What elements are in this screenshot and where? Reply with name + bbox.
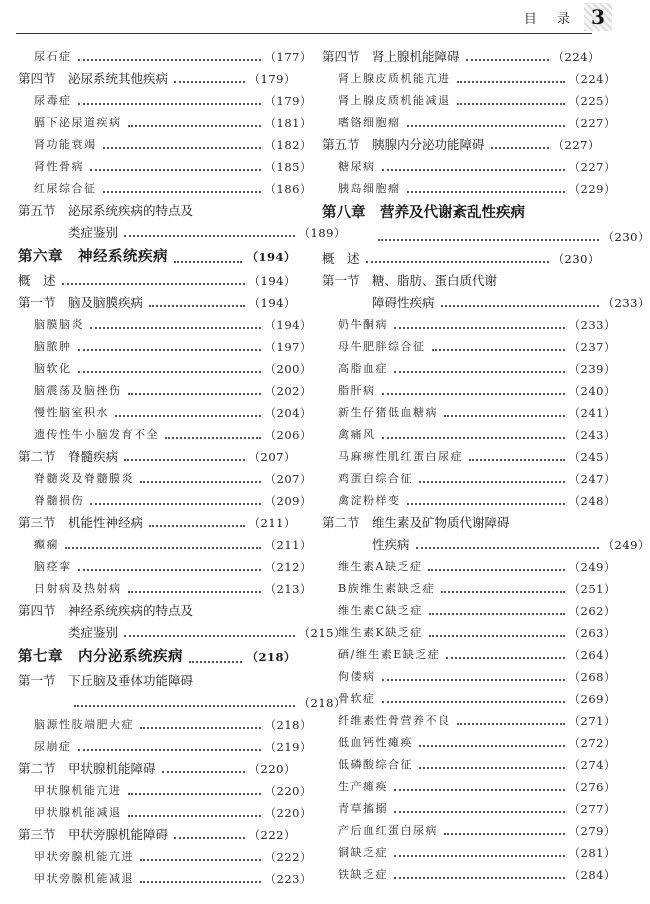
toc-section-heading: 第五节 泌尿系统疾病的特点及 [18, 203, 194, 218]
entry-title: 禽淀粉样变 [338, 494, 401, 507]
entry-page-number: （269） [568, 692, 616, 706]
dot-leader [407, 191, 565, 193]
entry-page-number: （281） [568, 846, 616, 860]
entry-title: 肾性骨病 [34, 160, 84, 173]
dot-leader [90, 169, 261, 171]
entry-title: 障碍性疾病 [372, 295, 435, 310]
dot-leader [78, 103, 261, 105]
toc-section-continuation [322, 226, 650, 248]
dot-leader [140, 481, 261, 483]
toc-section-heading: 第一节 下丘脑及垂体功能障碍 [18, 673, 194, 688]
entry-page-number: （185） [264, 160, 312, 174]
toc-disease-entry [322, 864, 616, 886]
entry-title: 第六章 神经系统疾病 [18, 248, 168, 265]
entry-title: 佝偻病 [338, 670, 376, 683]
toc-disease-entry [322, 842, 616, 864]
toc-disease-entry [18, 780, 312, 802]
entry-page-number: （263） [568, 626, 616, 640]
entry-page-number: （274） [568, 758, 616, 772]
toc-disease-entry [322, 798, 616, 820]
toc-disease-entry [18, 424, 312, 446]
dot-leader [457, 723, 565, 725]
entry-title: 甲状腺机能亢进 [34, 784, 122, 797]
entry-page-number: （211） [248, 516, 296, 530]
dot-leader [419, 481, 565, 483]
toc-disease-entry [18, 112, 312, 134]
dot-leader [78, 59, 261, 61]
entry-page-number: （207） [248, 450, 296, 464]
toc-disease-entry [322, 402, 616, 424]
entry-page-number: （220） [264, 784, 312, 798]
entry-page-number: （241） [568, 406, 616, 420]
toc-disease-entry [322, 314, 616, 336]
dot-leader [149, 305, 245, 307]
entry-page-number: （247） [568, 472, 616, 486]
dot-leader [124, 459, 245, 461]
entry-title: 奶牛酮病 [338, 318, 388, 331]
dot-leader [128, 591, 261, 593]
entry-title: 低血钙性瘫痪 [338, 736, 413, 749]
dot-leader [394, 371, 565, 373]
entry-page-number: （220） [264, 806, 312, 820]
toc-disease-entry [322, 90, 616, 112]
entry-title: 甲状腺机能减退 [34, 806, 122, 819]
dot-leader [140, 881, 261, 883]
toc-disease-entry [322, 156, 616, 178]
toc-disease-entry [18, 556, 312, 578]
dot-leader [189, 661, 242, 663]
dot-leader [128, 125, 261, 127]
entry-page-number: （177） [264, 50, 312, 64]
dot-leader [394, 877, 565, 879]
dot-leader [128, 393, 261, 395]
entry-title: 铁缺乏症 [338, 868, 388, 881]
entry-title: 硒/维生素E缺乏症 [338, 648, 441, 661]
toc-section-continuation [322, 534, 650, 556]
entry-page-number: （230） [602, 230, 650, 244]
entry-page-number: （219） [264, 740, 312, 754]
entry-page-number: （215） [298, 626, 346, 640]
entry-page-number: （206） [264, 428, 312, 442]
toc-disease-entry [322, 112, 616, 134]
toc-section-entry [322, 46, 600, 68]
entry-title: 第七章 内分泌系统疾病 [18, 648, 183, 665]
entry-title: 第四节 泌尿系统其他疾病 [18, 71, 169, 86]
dot-leader [78, 349, 261, 351]
entry-page-number: （179） [264, 94, 312, 108]
dot-leader [428, 569, 564, 571]
dot-leader [491, 147, 549, 149]
dot-leader [78, 371, 261, 373]
entry-page-number: （200） [264, 362, 312, 376]
entry-title: 日射病及热射病 [34, 582, 122, 595]
entry-title: 第一节 脑及脑膜疾病 [18, 295, 144, 310]
toc-right-column [322, 46, 650, 886]
entry-title: 产后血红蛋白尿病 [338, 824, 438, 837]
dot-leader [90, 327, 261, 329]
toc-disease-entry [18, 534, 312, 556]
dot-leader [444, 415, 565, 417]
toc-disease-entry [18, 490, 312, 512]
dot-leader [65, 547, 261, 549]
entry-page-number: （179） [248, 72, 296, 86]
toc-section-heading: 第一节 糖、脂肪、蛋白质代谢 [322, 273, 498, 288]
dot-leader [128, 793, 261, 795]
toc-disease-entry [18, 380, 312, 402]
entry-page-number: （194） [248, 296, 296, 310]
dot-leader [78, 569, 261, 571]
entry-title: 尿崩症 [34, 740, 72, 753]
entry-title: 嗜铬细胞瘤 [338, 116, 401, 129]
running-head: 目 录 [523, 12, 578, 27]
entry-page-number: （189） [298, 226, 346, 240]
entry-title: 红尿综合征 [34, 182, 97, 195]
toc-disease-entry [18, 314, 312, 336]
dot-leader [124, 235, 295, 237]
dot-leader [382, 679, 565, 681]
entry-page-number: （268） [568, 670, 616, 684]
entry-title: 第二节 脊髓疾病 [18, 449, 119, 464]
dot-leader [103, 191, 261, 193]
toc-section-heading: 第二节 维生素及矿物质代谢障碍 [322, 515, 510, 530]
dot-leader [429, 635, 565, 637]
entry-title: 脑震荡及脑挫伤 [34, 384, 122, 397]
entry-page-number: （251） [568, 582, 616, 596]
entry-title: 第四节 肾上腺机能障碍 [322, 49, 460, 64]
dot-leader [419, 767, 565, 769]
toc-section-entry [18, 292, 296, 314]
entry-title: 马麻痹性肌红蛋白尿症 [338, 450, 463, 463]
toc-disease-entry [322, 688, 616, 710]
entry-page-number: （284） [568, 868, 616, 882]
entry-page-number: （240） [568, 384, 616, 398]
entry-title: 鸡蛋白综合征 [338, 472, 413, 485]
toc-disease-entry [322, 754, 616, 776]
dot-leader [382, 393, 565, 395]
dot-leader [419, 745, 565, 747]
toc-disease-entry [322, 710, 616, 732]
entry-title: 癫痫 [34, 538, 59, 551]
dot-leader [382, 701, 565, 703]
entry-page-number: （218） [246, 650, 296, 664]
entry-title: 甲状旁腺机能亢进 [34, 850, 134, 863]
toc-disease-entry [18, 868, 312, 890]
entry-page-number: （220） [248, 762, 296, 776]
toc-disease-entry [322, 446, 616, 468]
dot-leader [394, 789, 565, 791]
entry-page-number: （262） [568, 604, 616, 618]
dot-leader [446, 657, 564, 659]
dot-leader [124, 635, 295, 637]
toc-chapter-entry [18, 644, 296, 670]
toc-disease-entry [322, 380, 616, 402]
entry-title: 生产瘫痪 [338, 780, 388, 793]
entry-page-number: （249） [602, 538, 650, 552]
entry-title: 母牛肥胖综合征 [338, 340, 426, 353]
entry-page-number: （239） [568, 362, 616, 376]
toc-disease-entry [322, 776, 616, 798]
entry-title: 胰岛细胞瘤 [338, 182, 401, 195]
toc-disease-entry [18, 468, 312, 490]
entry-page-number: （197） [264, 340, 312, 354]
entry-page-number: （202） [264, 384, 312, 398]
toc-section-entry [18, 68, 296, 90]
entry-title: 肾功能衰竭 [34, 138, 97, 151]
toc-disease-entry [322, 358, 616, 380]
entry-title: 遗传性牛小脑发育不全 [34, 428, 159, 441]
entry-page-number: （233） [602, 296, 650, 310]
entry-title: 肾上腺皮质机能减退 [338, 94, 451, 107]
page-header [0, 0, 628, 40]
entry-title: 糖尿病 [338, 160, 376, 173]
entry-title: 低磷酸综合征 [338, 758, 413, 771]
entry-title: 尿石症 [34, 50, 72, 63]
toc-disease-entry [18, 90, 312, 112]
entry-title: 高脂血症 [338, 362, 388, 375]
entry-page-number: （204） [264, 406, 312, 420]
entry-page-number: （279） [568, 824, 616, 838]
toc-section-entry [18, 758, 296, 780]
toc-chapter-heading: 第八章 营养及代谢紊乱性疾病 [322, 204, 525, 221]
entry-page-number: （227） [568, 116, 616, 130]
dot-leader [382, 437, 565, 439]
toc-section-entry [18, 446, 296, 468]
toc-disease-entry [18, 802, 312, 824]
entry-title: 脑软化 [34, 362, 72, 375]
dot-leader [457, 81, 565, 83]
entry-page-number: （249） [568, 560, 616, 574]
entry-page-number: （218） [298, 696, 346, 710]
dot-leader [62, 283, 245, 285]
toc-disease-entry [18, 134, 312, 156]
toc-chapter-entry [18, 244, 296, 270]
entry-title: 青草搐搦 [338, 802, 388, 815]
entry-title: 脊髓损伤 [34, 494, 84, 507]
entry-page-number: （194） [248, 274, 296, 288]
entry-page-number: （237） [568, 340, 616, 354]
toc-section-entry [18, 270, 296, 292]
toc-disease-entry [322, 666, 616, 688]
entry-title: 骨软症 [338, 692, 376, 705]
entry-page-number: （209） [264, 494, 312, 508]
toc-disease-entry [322, 490, 616, 512]
toc-disease-entry [322, 622, 616, 644]
entry-title: 脑源性肢端肥大症 [34, 718, 134, 731]
entry-title: 第三节 甲状旁腺机能障碍 [18, 827, 169, 842]
entry-title: 膈下泌尿道疾病 [34, 116, 122, 129]
entry-title: 脑痉挛 [34, 560, 72, 573]
page-number: 3 [584, 3, 612, 31]
entry-page-number: （227） [552, 138, 600, 152]
dot-leader [174, 261, 242, 263]
entry-title: 脂肝病 [338, 384, 376, 397]
dot-leader [469, 459, 565, 461]
entry-title: 类症鉴别 [68, 625, 119, 640]
toc-disease-entry [322, 178, 616, 200]
entry-page-number: （233） [568, 318, 616, 332]
toc-section-continuation [18, 622, 346, 644]
dot-leader [103, 147, 261, 149]
toc-disease-entry [18, 846, 312, 868]
entry-title: 脊髓炎及脊髓膜炎 [34, 472, 134, 485]
dot-leader [366, 261, 549, 263]
dot-leader [394, 855, 565, 857]
toc-disease-entry [18, 156, 312, 178]
dot-leader [407, 125, 565, 127]
toc-disease-entry [322, 644, 616, 666]
toc-disease-entry [322, 578, 616, 600]
entry-page-number: （225） [568, 94, 616, 108]
toc-section-entry [322, 248, 600, 270]
entry-page-number: （182） [264, 138, 312, 152]
dot-leader [382, 169, 565, 171]
entry-page-number: （218） [264, 718, 312, 732]
entry-page-number: （222） [248, 828, 296, 842]
dot-leader [444, 833, 565, 835]
dot-leader [162, 771, 245, 773]
entry-title: 肾上腺皮质机能亢进 [338, 72, 451, 85]
entry-title: 维生素K缺乏症 [338, 626, 423, 639]
entry-page-number: （243） [568, 428, 616, 442]
entry-page-number: （213） [264, 582, 312, 596]
toc-disease-entry [18, 714, 312, 736]
toc-section-continuation [18, 222, 346, 244]
toc-section-entry [18, 512, 296, 534]
entry-page-number: （224） [568, 72, 616, 86]
toc-disease-entry [322, 820, 616, 842]
entry-page-number: （229） [568, 182, 616, 196]
entry-title: 概 述 [322, 251, 360, 266]
entry-title: 维生素C缺乏症 [338, 604, 423, 617]
dot-leader [90, 503, 261, 505]
entry-page-number: （207） [264, 472, 312, 486]
dot-leader [378, 239, 599, 241]
toc-disease-entry [18, 578, 312, 600]
entry-page-number: （224） [552, 50, 600, 64]
entry-page-number: （211） [264, 538, 312, 552]
entry-title: 尿毒症 [34, 94, 72, 107]
toc-disease-entry [322, 556, 616, 578]
toc-left-column [18, 46, 346, 890]
entry-title: 新生仔猪低血糖病 [338, 406, 438, 419]
entry-title: 慢性脑室积水 [34, 406, 109, 419]
toc-section-entry [322, 134, 600, 156]
entry-page-number: （277） [568, 802, 616, 816]
entry-title: 性疾病 [372, 537, 410, 552]
dot-leader [457, 103, 565, 105]
entry-page-number: （264） [568, 648, 616, 662]
entry-page-number: （181） [264, 116, 312, 130]
dot-leader [174, 81, 245, 83]
dot-leader [115, 415, 261, 417]
toc-disease-entry [18, 358, 312, 380]
dot-leader [140, 727, 261, 729]
dot-leader [441, 305, 599, 307]
dot-leader [128, 815, 261, 817]
entry-title: 脑脓肿 [34, 340, 72, 353]
entry-page-number: （245） [568, 450, 616, 464]
entry-title: 第二节 甲状腺机能障碍 [18, 761, 156, 776]
dot-leader [394, 327, 565, 329]
entry-title: 脑膜脑炎 [34, 318, 84, 331]
dot-leader [416, 547, 599, 549]
entry-page-number: （227） [568, 160, 616, 174]
dot-leader [394, 811, 565, 813]
dot-leader [432, 349, 565, 351]
toc-disease-entry [322, 336, 616, 358]
entry-title: 铜缺乏症 [338, 846, 388, 859]
entry-title: B族维生素缺乏症 [338, 582, 436, 595]
toc-section-continuation [322, 292, 650, 314]
entry-page-number: （230） [552, 252, 600, 266]
entry-page-number: （248） [568, 494, 616, 508]
dot-leader [441, 591, 564, 593]
toc-disease-entry [322, 468, 616, 490]
entry-title: 维生素A缺乏症 [338, 560, 423, 573]
toc-disease-entry [322, 68, 616, 90]
toc-disease-entry [18, 178, 312, 200]
entry-page-number: （272） [568, 736, 616, 750]
dot-leader [149, 525, 245, 527]
toc-section-continuation [18, 692, 346, 714]
entry-title: 第三节 机能性神经病 [18, 515, 144, 530]
entry-title: 第五节 胰腺内分泌功能障碍 [322, 137, 485, 152]
entry-page-number: （194） [264, 318, 312, 332]
dot-leader [407, 503, 565, 505]
entry-title: 纤维素性骨营养不良 [338, 714, 451, 727]
toc-disease-entry [322, 600, 616, 622]
dot-leader [429, 613, 565, 615]
toc-section-entry [18, 824, 296, 846]
dot-leader [466, 59, 549, 61]
entry-title: 类症鉴别 [68, 225, 119, 240]
dot-leader [140, 859, 261, 861]
entry-page-number: （186） [264, 182, 312, 196]
entry-title: 禽痛风 [338, 428, 376, 441]
toc-disease-entry [18, 336, 312, 358]
entry-page-number: （212） [264, 560, 312, 574]
dot-leader [78, 749, 261, 751]
entry-title: 概 述 [18, 273, 56, 288]
dot-leader [165, 437, 261, 439]
entry-page-number: （222） [264, 850, 312, 864]
toc-section-heading: 第四节 神经系统疾病的特点及 [18, 603, 194, 618]
entry-page-number: （271） [568, 714, 616, 728]
entry-page-number: （223） [264, 872, 312, 886]
entry-page-number: （276） [568, 780, 616, 794]
entry-page-number: （194） [246, 250, 296, 264]
toc-disease-entry [322, 424, 616, 446]
dot-leader [74, 705, 295, 707]
header-rule [16, 33, 592, 34]
toc-disease-entry [18, 46, 312, 68]
toc-disease-entry [18, 736, 312, 758]
dot-leader [174, 837, 245, 839]
toc-disease-entry [18, 402, 312, 424]
entry-title: 甲状旁腺机能减退 [34, 872, 134, 885]
toc-disease-entry [322, 732, 616, 754]
